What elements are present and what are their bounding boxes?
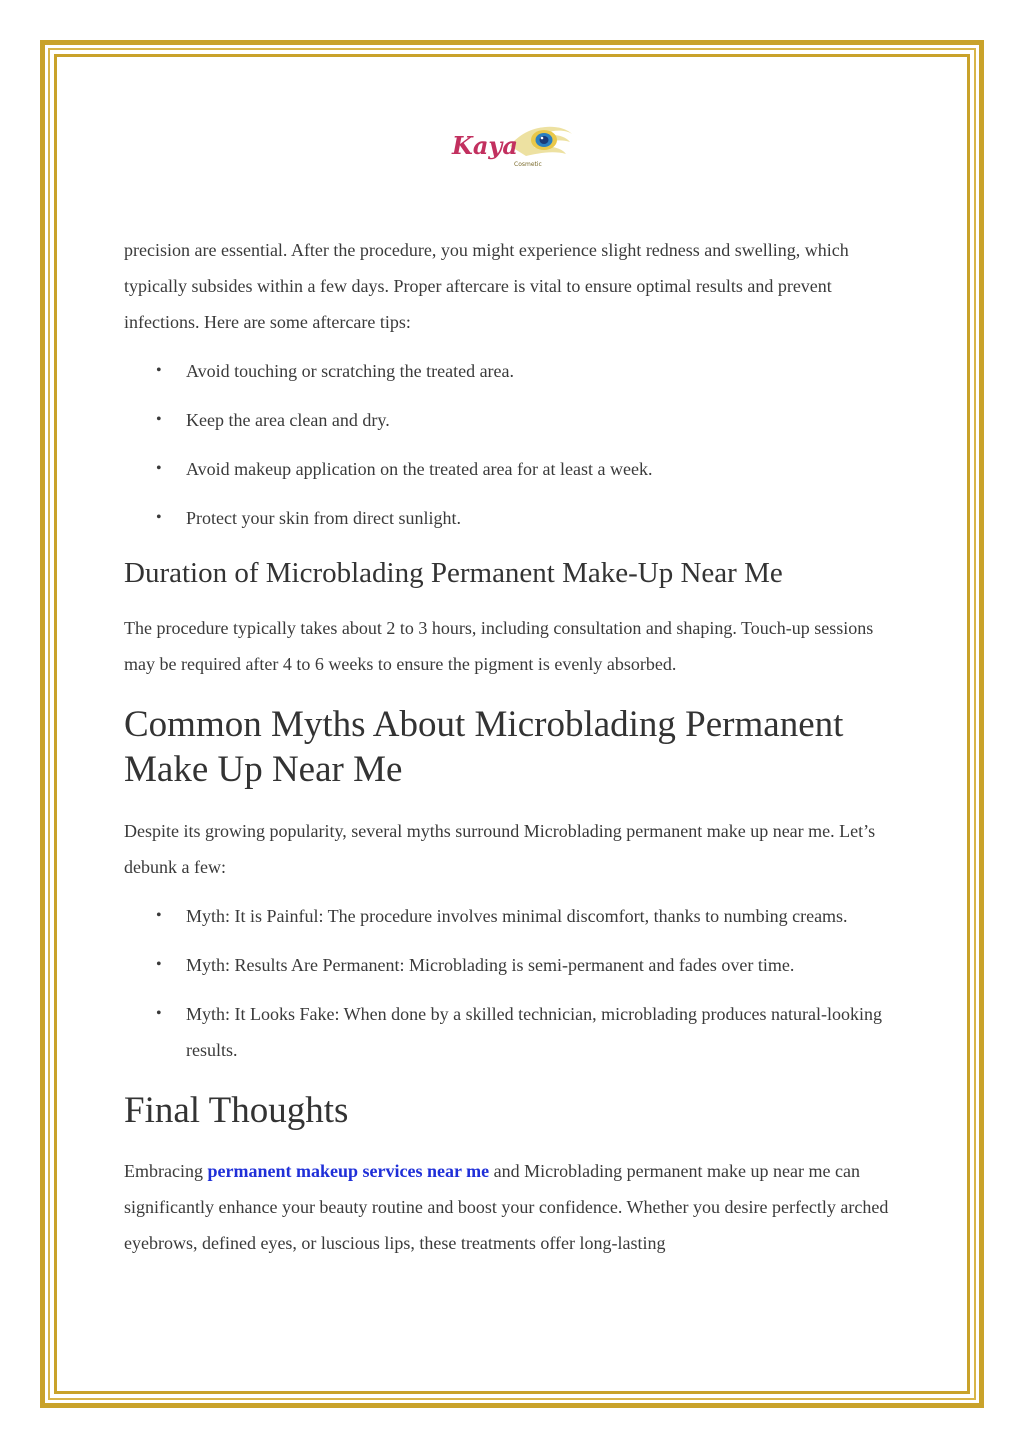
list-item: • Protect your skin from direct sunlight. bbox=[124, 500, 896, 536]
bullet-icon: • bbox=[156, 956, 162, 973]
duration-paragraph: The procedure typically takes about 2 to 3 hours, including consultation and shaping. Touch-up sessions may be required after 4 to 6 weeks to ensure the pigment is evenly absorbed. bbox=[124, 618, 874, 674]
list-item: • Keep the area clean and dry. bbox=[124, 402, 896, 438]
bullet-icon: • bbox=[156, 362, 162, 379]
heading-myths: Common Myths About Microblading Permanent Make Up Near Me bbox=[124, 704, 844, 790]
bullet-icon: • bbox=[156, 907, 162, 924]
bullet-icon: • bbox=[156, 460, 162, 477]
list-item: • Myth: Results Are Permanent: Microblading is semi-permanent and fades over time. bbox=[124, 947, 896, 983]
bullet-icon: • bbox=[156, 411, 162, 428]
bullet-icon: • bbox=[156, 1005, 162, 1022]
permanent-makeup-link[interactable]: permanent makeup services near me bbox=[207, 1161, 490, 1181]
logo-subtext: Cosmetic bbox=[514, 161, 542, 168]
list-item: • Avoid touching or scratching the treated area. bbox=[124, 353, 896, 389]
bullet-icon: • bbox=[156, 509, 162, 526]
document-body bbox=[124, 232, 896, 1261]
aftercare-list bbox=[124, 353, 896, 536]
kaya-logo bbox=[448, 116, 580, 174]
list-item: • Myth: It Looks Fake: When done by a skilled technician, microblading produces natural-looking results. bbox=[124, 996, 896, 1068]
final-paragraph: Embracing permanent makeup services near me and Microblading permanent make up near me can significantly enhance your beauty routine and boost your confidence. Whether you desire perfectly arched eyebrows, defined eyes, or luscious lips, these treatments offer long-lasting bbox=[124, 1161, 889, 1253]
list-item: • Avoid makeup application on the treated area for at least a week. bbox=[124, 451, 896, 487]
myths-intro-paragraph: Despite its growing popularity, several myths surround Microblading permanent make up near me. Let’s debunk a few: bbox=[124, 821, 876, 877]
myths-list bbox=[124, 898, 896, 1068]
intro-paragraph: precision are essential. After the procedure, you might experience slight redness and swelling, which typically subsides within a few days. Proper aftercare is vital to ensure optimal results and prevent infections. Here are some aftercare tips: bbox=[124, 240, 849, 332]
heading-final-thoughts: Final Thoughts bbox=[124, 1090, 349, 1131]
list-item: • Myth: It is Painful: The procedure involves minimal discomfort, thanks to numbing creams. bbox=[124, 898, 896, 934]
logo-wordmark: Kaya bbox=[452, 131, 518, 160]
kaya-logo-graphic bbox=[448, 116, 580, 174]
heading-duration: Duration of Microblading Permanent Make-Up Near Me bbox=[124, 557, 783, 589]
